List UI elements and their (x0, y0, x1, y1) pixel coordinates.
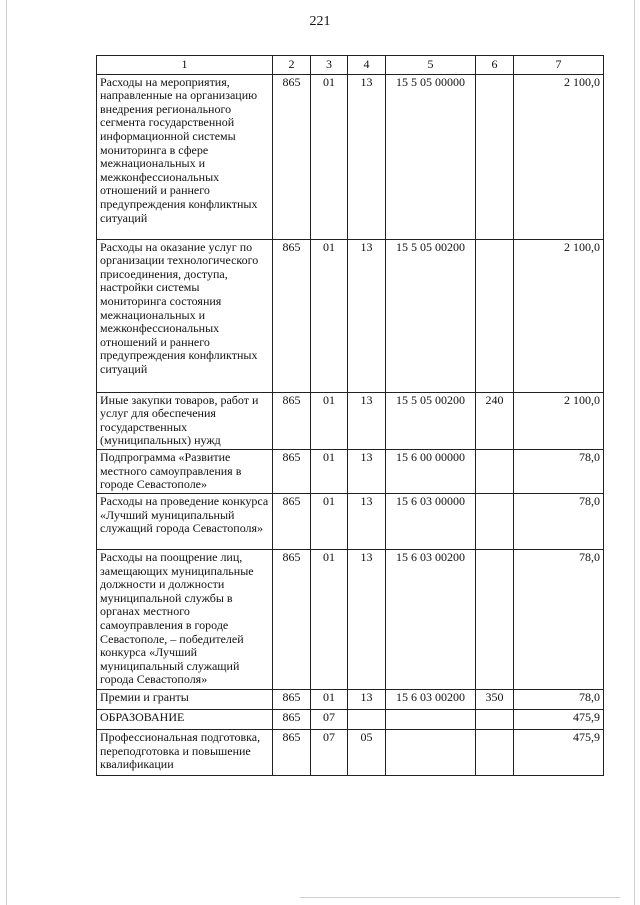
row-ved: 865 (273, 729, 311, 775)
row-pr (348, 709, 386, 729)
row-sum: 78,0 (514, 549, 604, 689)
table-row (97, 493, 604, 549)
row-rz: 01 (311, 74, 348, 239)
row-sum: 2 100,0 (514, 392, 604, 449)
row-ved: 865 (273, 392, 311, 449)
header-col-3: 3 (311, 56, 348, 75)
row-sum: 78,0 (514, 449, 604, 493)
row-csr: 15 5 05 00200 (386, 239, 476, 392)
row-csr: 15 6 03 00000 (386, 493, 476, 549)
row-name: Расходы на мероприятия, направленные на организацию внедрения регионального сегмента государственной информационной системы мониторинга в сфере межнациональных и межконфессиональных отношений и раннего предупреждения конфликтных ситуаций (97, 74, 273, 239)
row-csr: 15 6 03 00200 (386, 549, 476, 689)
row-ved: 865 (273, 449, 311, 493)
row-vr (476, 709, 514, 729)
row-csr: 15 6 00 00000 (386, 449, 476, 493)
row-csr: 15 6 03 00200 (386, 689, 476, 709)
table-header-row (97, 56, 604, 75)
header-col-4: 4 (348, 56, 386, 75)
row-sum: 78,0 (514, 689, 604, 709)
row-pr: 13 (348, 74, 386, 239)
row-pr: 13 (348, 449, 386, 493)
row-rz: 01 (311, 239, 348, 392)
row-vr (476, 549, 514, 689)
row-name: Расходы на оказание услуг по организации технологического присоединения, доступа, настройки системы мониторинга состояния межнациональных и межконфессиональных отношений и раннего предупреждения конфликтных ситуаций (97, 239, 273, 392)
row-vr: 240 (476, 392, 514, 449)
row-pr: 13 (348, 392, 386, 449)
row-rz: 01 (311, 549, 348, 689)
row-pr: 13 (348, 549, 386, 689)
row-rz: 01 (311, 493, 348, 549)
row-name: Премии и гранты (97, 689, 273, 709)
row-vr (476, 449, 514, 493)
row-pr: 13 (348, 239, 386, 392)
row-csr (386, 729, 476, 775)
header-col-2: 2 (273, 56, 311, 75)
row-ved: 865 (273, 689, 311, 709)
row-sum: 475,9 (514, 709, 604, 729)
header-col-1: 1 (97, 56, 273, 75)
row-vr: 350 (476, 689, 514, 709)
row-vr (476, 729, 514, 775)
scan-edge-line (6, 0, 7, 905)
table-row (97, 729, 604, 775)
row-csr: 15 5 05 00000 (386, 74, 476, 239)
row-vr (476, 493, 514, 549)
row-name: ОБРАЗОВАНИЕ (97, 709, 273, 729)
budget-table (96, 55, 604, 776)
table-row (97, 74, 604, 239)
row-csr (386, 709, 476, 729)
row-rz: 01 (311, 689, 348, 709)
scan-edge-line (300, 897, 620, 898)
row-name: Подпрограмма «Развитие местного самоуправления в городе Севастополе» (97, 449, 273, 493)
row-pr: 05 (348, 729, 386, 775)
row-rz: 01 (311, 449, 348, 493)
row-sum: 2 100,0 (514, 239, 604, 392)
row-rz: 07 (311, 729, 348, 775)
row-ved: 865 (273, 493, 311, 549)
row-sum: 475,9 (514, 729, 604, 775)
row-sum: 2 100,0 (514, 74, 604, 239)
header-col-6: 6 (476, 56, 514, 75)
row-ved: 865 (273, 709, 311, 729)
table-row (97, 392, 604, 449)
row-csr: 15 5 05 00200 (386, 392, 476, 449)
row-pr: 13 (348, 689, 386, 709)
scan-edge-line (634, 0, 635, 905)
table-row (97, 709, 604, 729)
table-row (97, 689, 604, 709)
table-row (97, 239, 604, 392)
row-vr (476, 239, 514, 392)
row-name: Профессиональная подготовка, переподготовка и повышение квалификации (97, 729, 273, 775)
row-vr (476, 74, 514, 239)
row-ved: 865 (273, 74, 311, 239)
table-row (97, 449, 604, 493)
row-ved: 865 (273, 549, 311, 689)
table-row (97, 549, 604, 689)
row-name: Иные закупки товаров, работ и услуг для обеспечения государственных (муниципальных) нужд (97, 392, 273, 449)
row-pr: 13 (348, 493, 386, 549)
row-rz: 01 (311, 392, 348, 449)
row-rz: 07 (311, 709, 348, 729)
row-sum: 78,0 (514, 493, 604, 549)
page-number: 221 (309, 14, 331, 29)
header-col-5: 5 (386, 56, 476, 75)
row-name: Расходы на поощрение лиц, замещающих муниципальные должности и должности муниципальной службы в органах местного самоуправления в городе Севастополе, – победителей конкурса «Лучший муниципальный служащий города Севастополя» (97, 549, 273, 689)
row-ved: 865 (273, 239, 311, 392)
header-col-7: 7 (514, 56, 604, 75)
row-name: Расходы на проведение конкурса «Лучший муниципальный служащий города Севастополя» (97, 493, 273, 549)
